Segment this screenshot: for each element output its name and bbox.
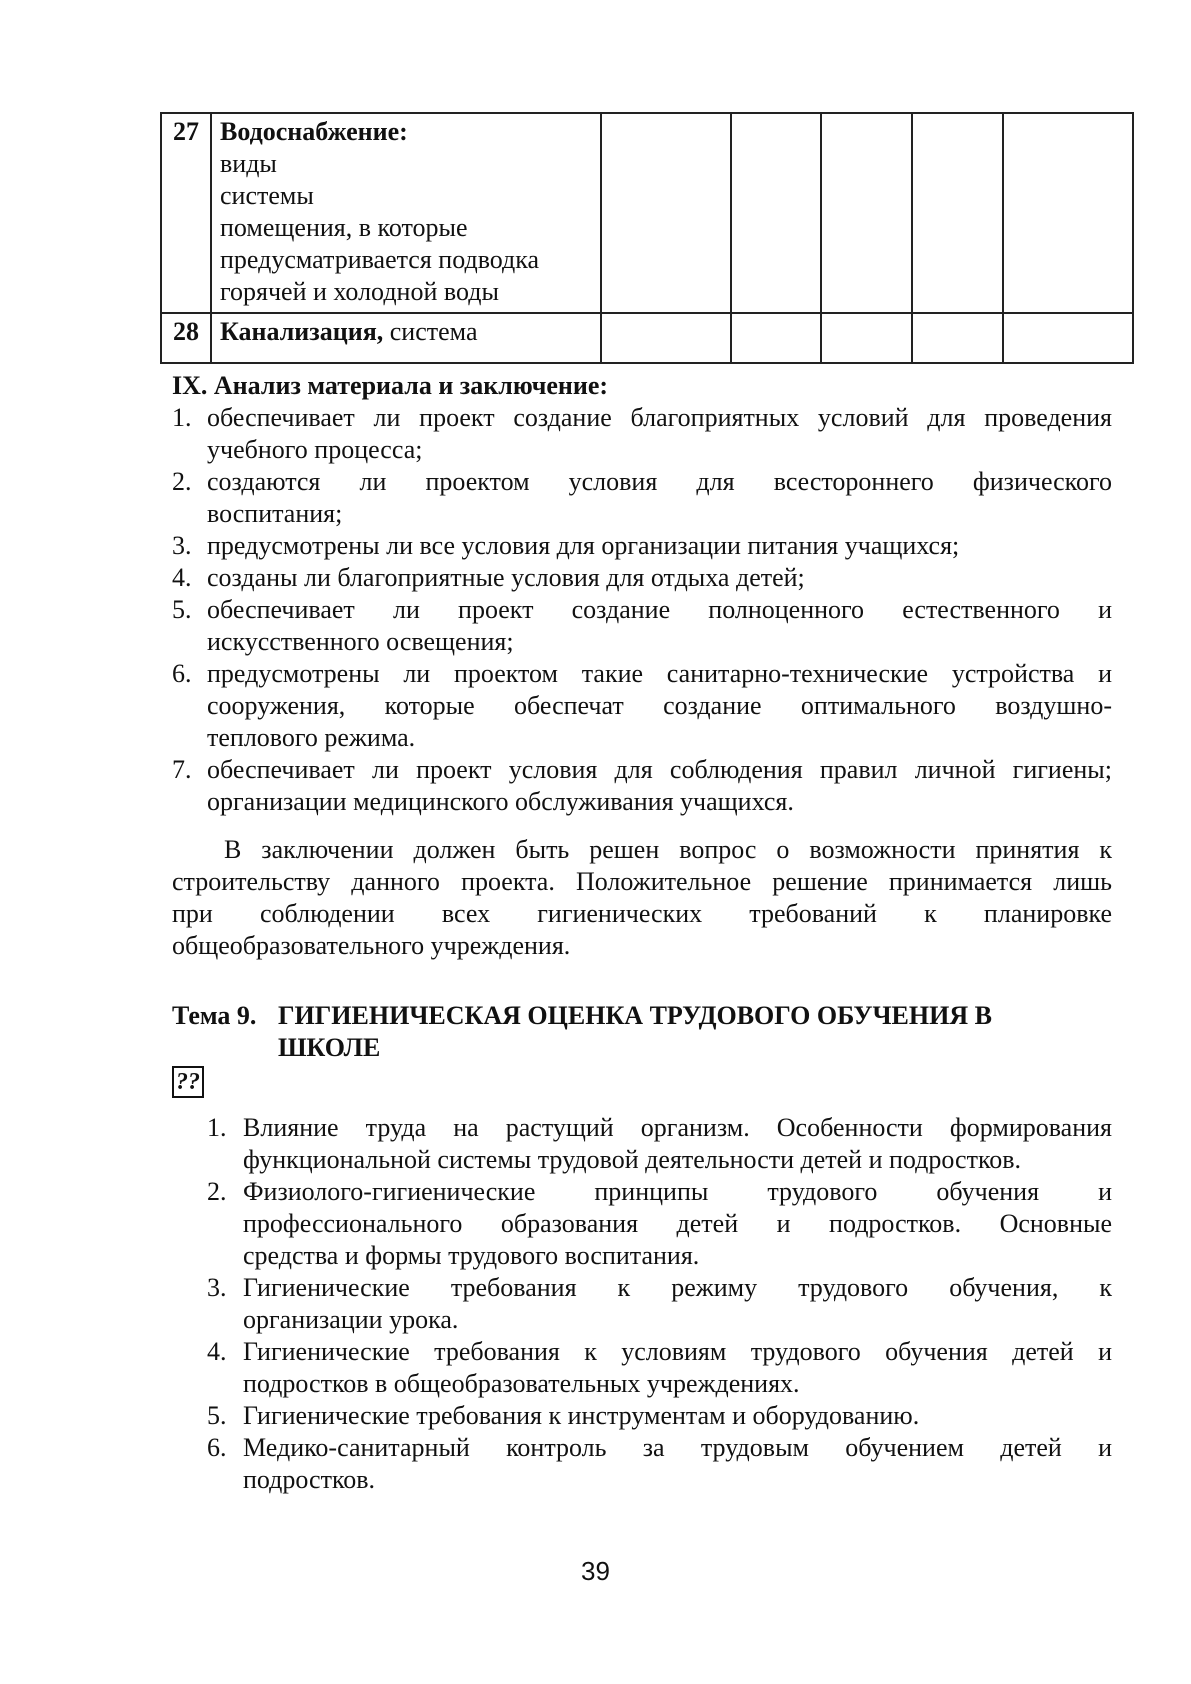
list-item-text: Физиолого-гигиенические принципы трудового обучения и <box>243 1177 1112 1206</box>
conclusion-line: строительству данного проекта. Положительное решение принимается лишь <box>172 867 1112 896</box>
list-item-text: Гигиенические требования к режиму трудового обучения, к <box>243 1273 1112 1302</box>
list-item-text: профессионального образования детей и подростков. Основные <box>243 1209 1112 1238</box>
row-title: Водоснабжение: <box>220 117 408 146</box>
row-title: Канализация, <box>220 317 384 346</box>
list-item-text: предусмотрены ли все условия для организации питания учащихся; <box>207 531 960 560</box>
list-number: 5. <box>207 1401 227 1430</box>
list-item-text: организации медицинского обслуживания учащихся. <box>207 787 794 816</box>
list-item-text: подростков в общеобразовательных учреждениях. <box>243 1369 800 1398</box>
row-line: предусматривается подводка <box>220 245 540 274</box>
list-number: 4. <box>207 1337 227 1366</box>
list-item-text: воспитания; <box>207 499 343 528</box>
row-content <box>211 113 601 313</box>
questions-icon: ?? <box>172 1066 204 1098</box>
table-row <box>161 113 1133 313</box>
list-item-text: Медико-санитарный контроль за трудовым обучением детей и <box>243 1433 1112 1462</box>
list-number: 6. <box>172 659 192 688</box>
topic-label: Тема 9. <box>172 1001 257 1030</box>
conclusion-line: общеобразовательного учреждения. <box>172 931 571 960</box>
list-number: 3. <box>172 531 192 560</box>
list-item-text: создаются ли проектом условия для всестороннего физического <box>207 467 1112 496</box>
empty-cell <box>912 313 1003 363</box>
conclusion-line: при соблюдении всех гигиенических требований к планировке <box>172 899 1112 928</box>
empty-cell <box>912 113 1003 313</box>
section-heading: IX. Анализ материала и заключение: <box>172 371 609 400</box>
list-number: 2. <box>207 1177 227 1206</box>
list-number: 2. <box>172 467 192 496</box>
row-rest: система <box>383 317 478 346</box>
page-number: 39 <box>581 1556 610 1586</box>
list-number: 6. <box>207 1433 227 1462</box>
list-item-text: обеспечивает ли проект создание полноценного естественного и <box>207 595 1112 624</box>
row-number: 27 <box>161 113 211 313</box>
empty-cell <box>821 313 912 363</box>
list-item-text: Гигиенические требования к инструментам и оборудованию. <box>243 1401 920 1430</box>
list-item-text: Влияние труда на растущий организм. Особенности формирования <box>243 1113 1112 1142</box>
empty-cell <box>731 113 821 313</box>
list-item-text: обеспечивает ли проект создание благоприятных условий для проведения <box>207 403 1112 432</box>
list-item-text: искусственного освещения; <box>207 627 514 656</box>
empty-cell <box>601 313 731 363</box>
empty-cell <box>1003 113 1133 313</box>
empty-cell <box>1003 313 1133 363</box>
empty-cell <box>821 113 912 313</box>
list-number: 3. <box>207 1273 227 1302</box>
list-item-text: функциональной системы трудовой деятельности детей и подростков. <box>243 1145 1022 1174</box>
list-item-text: организации урока. <box>243 1305 459 1334</box>
empty-cell <box>731 313 821 363</box>
list-number: 4. <box>172 563 192 592</box>
conclusion-line: В заключении должен быть решен вопрос о возможности принятия к <box>224 835 1112 864</box>
list-item-text: подростков. <box>243 1465 376 1494</box>
list-number: 5. <box>172 595 192 624</box>
list-item-text: Гигиенические требования к условиям трудового обучения детей и <box>243 1337 1112 1366</box>
table-row <box>161 313 1133 363</box>
topic-title: ГИГИЕНИЧЕСКАЯ ОЦЕНКА ТРУДОВОГО ОБУЧЕНИЯ В <box>278 1001 992 1030</box>
row-line: виды <box>220 149 277 178</box>
row-number: 28 <box>161 313 211 363</box>
list-item-text: учебного процесса; <box>207 435 423 464</box>
list-item-text: сооружения, которые обеспечат создание оптимального воздушно- <box>207 691 1112 720</box>
list-number: 1. <box>172 403 192 432</box>
row-content <box>211 313 601 363</box>
empty-cell <box>601 113 731 313</box>
list-number: 7. <box>172 755 192 784</box>
evaluation-table <box>160 112 1134 364</box>
list-item-text: обеспечивает ли проект условия для соблюдения правил личной гигиены; <box>207 755 1112 784</box>
list-item-text: средства и формы трудового воспитания. <box>243 1241 700 1270</box>
list-number: 1. <box>207 1113 227 1142</box>
row-line: горячей и холодной воды <box>220 277 499 306</box>
list-item-text: теплового режима. <box>207 723 416 752</box>
list-item-text: предусмотрены ли проектом такие санитарно-технические устройства и <box>207 659 1112 688</box>
list-item-text: созданы ли благоприятные условия для отдыха детей; <box>207 563 805 592</box>
row-line: системы <box>220 181 314 210</box>
row-line: помещения, в которые <box>220 213 468 242</box>
topic-title: ШКОЛЕ <box>278 1033 381 1062</box>
